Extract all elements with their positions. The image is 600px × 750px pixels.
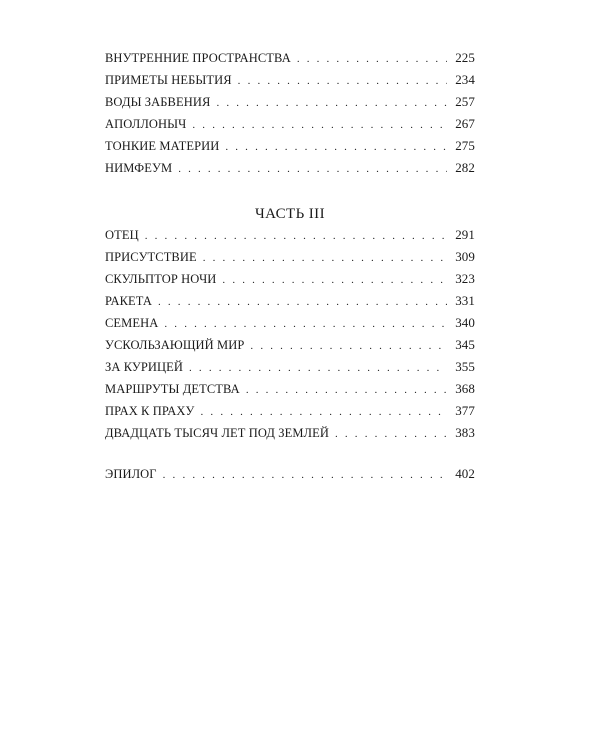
toc-entry-title: ВОДЫ ЗАБВЕНИЯ	[105, 95, 211, 109]
toc-entry-title: ПРИМЕТЫ НЕБЫТИЯ	[105, 73, 232, 87]
toc-entry-title: МАРШРУТЫ ДЕТСТВА	[105, 382, 240, 396]
toc-entry-page: 377	[455, 403, 475, 418]
toc-entry-title: РАКЕТА	[105, 294, 152, 308]
toc-entry-page: 402	[455, 466, 475, 481]
toc-entry-page: 291	[455, 227, 475, 242]
toc-entry-title: СЕМЕНА	[105, 316, 159, 330]
dot-leader	[189, 362, 447, 374]
toc-entry[interactable]	[105, 403, 475, 425]
dot-leader	[225, 141, 447, 153]
toc-entry[interactable]	[105, 138, 475, 160]
toc-entry[interactable]	[105, 381, 475, 403]
toc-entry-title: ТОНКИЕ МАТЕРИИ	[105, 139, 220, 153]
dot-leader	[145, 230, 447, 242]
dot-leader	[297, 53, 447, 65]
toc-entry-title: ДВАДЦАТЬ ТЫСЯЧ ЛЕТ ПОД ЗЕМЛЕЙ	[105, 426, 329, 440]
toc-entry-title: НИМФЕУМ	[105, 161, 173, 175]
dot-leader	[163, 469, 447, 481]
toc-entry-title: ВНУТРЕННИЕ ПРОСТРАНСТВА	[105, 51, 291, 65]
toc-entry-page: 225	[455, 50, 475, 65]
toc-entry-title: ОТЕЦ	[105, 228, 139, 242]
toc-entry[interactable]	[105, 72, 475, 94]
toc-entry-page: 368	[455, 381, 475, 396]
toc-entry-title: ПРАХ К ПРАХУ	[105, 404, 195, 418]
toc-entry-page: 257	[455, 94, 475, 109]
toc-entry[interactable]	[105, 315, 475, 337]
toc-entry[interactable]	[105, 337, 475, 359]
toc-entry-title: ЗА КУРИЦЕЙ	[105, 360, 184, 374]
toc-entry-page: 383	[455, 425, 475, 440]
dot-leader	[335, 428, 447, 440]
toc-entry-title: ПРИСУТСТВИЕ	[105, 250, 197, 264]
epilogue-group	[105, 466, 475, 488]
part-2-entries	[105, 50, 475, 182]
table-of-contents	[105, 50, 475, 488]
toc-entry[interactable]	[105, 359, 475, 381]
toc-entry-title: ЭПИЛОГ	[105, 467, 157, 481]
dot-leader	[238, 75, 447, 87]
part-3-entries	[105, 227, 475, 447]
dot-leader	[158, 296, 447, 308]
toc-entry-page: 340	[455, 315, 475, 330]
part-3-heading: ЧАСТЬ III	[255, 206, 325, 222]
dot-leader	[164, 318, 447, 330]
dot-leader	[203, 252, 447, 264]
toc-entry[interactable]	[105, 425, 475, 447]
toc-entry-page: 234	[455, 72, 475, 87]
toc-entry[interactable]	[105, 249, 475, 271]
toc-entry-page: 355	[455, 359, 475, 374]
section-spacer	[105, 182, 475, 201]
toc-entry-page: 323	[455, 271, 475, 286]
toc-entry-page: 267	[455, 116, 475, 131]
toc-entry-page: 282	[455, 160, 475, 175]
toc-entry-page: 331	[455, 293, 475, 308]
dot-leader	[201, 406, 447, 418]
toc-entry[interactable]	[105, 293, 475, 315]
toc-entry-title: СКУЛЬПТОР НОЧИ	[105, 272, 217, 286]
toc-entry[interactable]	[105, 94, 475, 116]
toc-entry[interactable]	[105, 227, 475, 249]
dot-leader	[192, 119, 447, 131]
toc-entry[interactable]	[105, 116, 475, 138]
toc-entry-page: 275	[455, 138, 475, 153]
toc-entry[interactable]	[105, 50, 475, 72]
section-spacer	[105, 447, 475, 466]
toc-entry-epilogue[interactable]	[105, 466, 475, 488]
toc-entry-title: АПОЛЛОНЫЧ	[105, 117, 187, 131]
dot-leader	[216, 97, 447, 109]
toc-entry[interactable]	[105, 271, 475, 293]
dot-leader	[246, 384, 447, 396]
toc-entry-page: 309	[455, 249, 475, 264]
dot-leader	[222, 274, 447, 286]
toc-entry[interactable]	[105, 160, 475, 182]
dot-leader	[178, 163, 447, 175]
toc-entry-title: УСКОЛЬЗАЮЩИЙ МИР	[105, 338, 245, 352]
dot-leader	[250, 340, 447, 352]
toc-entry-page: 345	[455, 337, 475, 352]
